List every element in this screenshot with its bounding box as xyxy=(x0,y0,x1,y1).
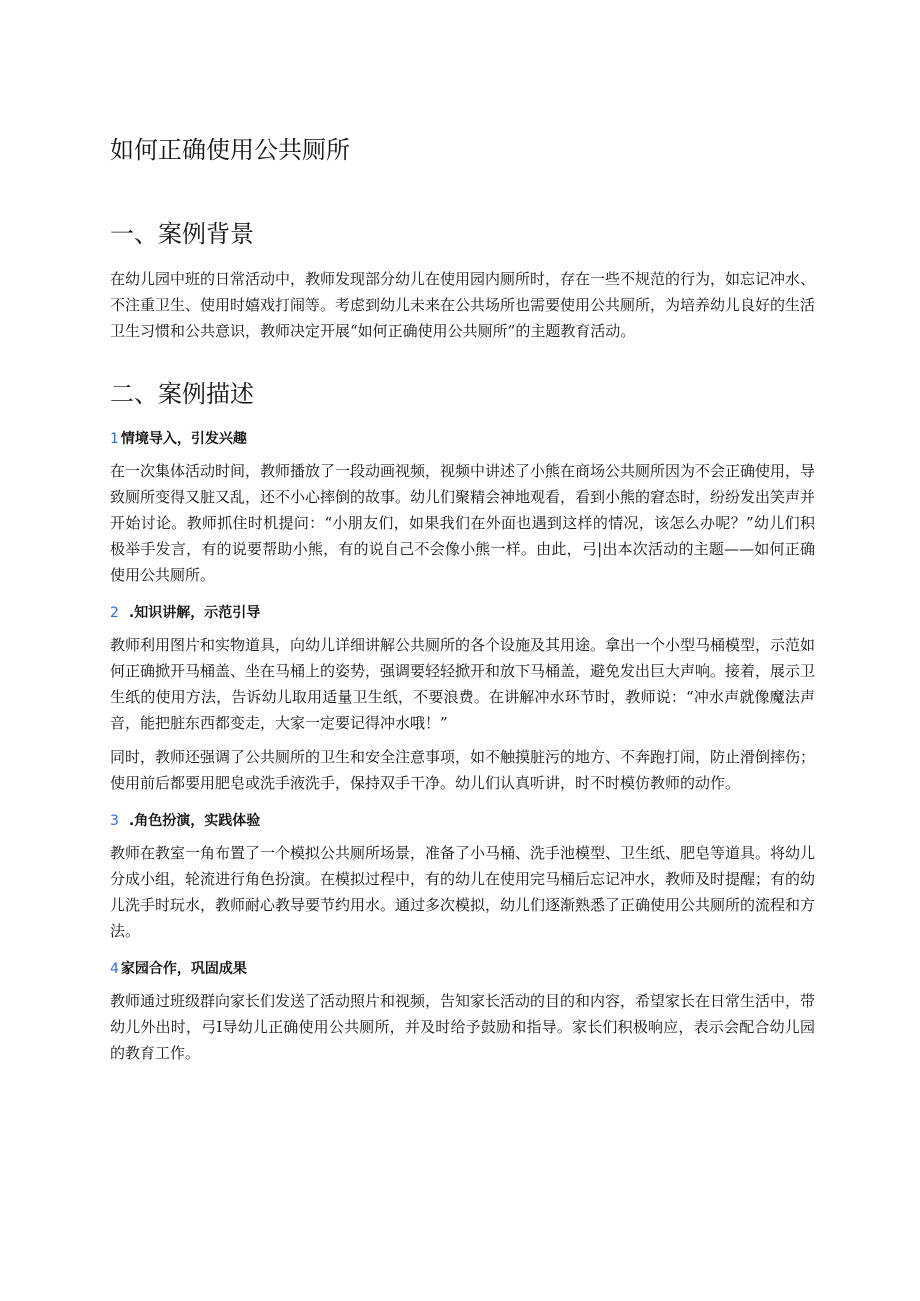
step-paragraph: 教师利用图片和实物道具，向幼儿详细讲解公共厕所的各个设施及其用途。拿出一个小型马桶模型，示范如何正确掀开马桶盖、坐在马桶上的姿势，强调要轻轻掀开和放下马桶盖，避免发出巨大声响。接着，展示卫生纸的使用方法，告诉幼儿取用适量卫生纸，不要浪费。在讲解冲水环节时，教师说：“冲水声就像魔法声音，能把脏东西都变走，大家一定要记得冲水哦！” xyxy=(110,636,816,732)
step-title: .知识讲解，示范引导 xyxy=(128,605,261,621)
step-paragraph: 教师通过班级群向家长们发送了活动照片和视频，告知家长活动的目的和内容，希望家长在日常生活中，带幼儿外出时，弓I导幼儿正确使用公共厕所，并及时给予鼓励和指导。家长们积极响应，表示会配合幼儿园的教育工作。 xyxy=(110,992,816,1062)
step-title: .角色扮演，实践体验 xyxy=(128,813,261,829)
step-heading-3 xyxy=(110,810,815,832)
step-heading-2 xyxy=(110,602,815,624)
step-heading-1 xyxy=(110,428,815,450)
document-title: 如何正确使用公共厕所 xyxy=(110,136,350,164)
background-paragraph: 在幼儿园中班的日常活动中，教师发现部分幼儿在使用园内厕所时，存在一些不规范的行为，如忘记冲水、不注重卫生、使用时嬉戏打闹等。考虑到幼儿未来在公共场所也需要使用公共厕所，为培养幼儿良好的生活卫生习惯和公共意识，教师决定开展“如何正确使用公共厕所”的主题教育活动。 xyxy=(110,270,816,340)
step-title: 家园合作，巩固成果 xyxy=(120,961,247,977)
step-number: 4 xyxy=(110,961,119,977)
step-heading-4 xyxy=(110,958,815,980)
spacer xyxy=(110,344,815,374)
step-number: 2 xyxy=(110,605,119,621)
step-paragraph: 同时，教师还强调了公共厕所的卫生和安全注意事项，如不触摸脏污的地方、不奔跑打闹，防止滑倒摔伤；使用前后都要用肥皂或洗手液洗手，保持双手干净。幼儿们认真听讲，时不时模仿教师的动作。 xyxy=(110,748,816,792)
document-page xyxy=(110,130,815,1066)
step-title: 情境导入，引发兴趣 xyxy=(120,431,247,447)
step-paragraph: 教师在教室一角布置了一个模拟公共厕所场景，准备了小马桶、洗手池模型、卫生纸、肥皂等道具。将幼儿分成小组，轮流进行角色扮演。在模拟过程中，有的幼儿在使用完马桶后忘记冲水，教师及时提醒；有的幼儿洗手时玩水，教师耐心教导要节约用水。通过多次模拟，幼儿们逐渐熟悉了正确使用公共厕所的流程和方法。 xyxy=(110,844,816,940)
step-paragraph: 在一次集体活动时间，教师播放了一段动画视频，视频中讲述了小熊在商场公共厕所因为不会正确使用，导致厕所变得又脏又乱，还不小心摔倒的故事。幼儿们聚精会神地观看，看到小熊的窘态时，纷纷发出笑声并开始讨论。教师抓住时机提问：“小朋友们，如果我们在外面也遇到这样的情况，该怎么办呢？”幼儿们积极举手发言，有的说要帮助小熊，有的说自己不会像小熊一样。由此，弓|出本次活动的主题——如何正确使用公共厕所。 xyxy=(110,462,816,584)
section-heading-background: 一、案例背景 xyxy=(110,220,254,248)
section-heading-description: 二、案例描述 xyxy=(110,380,254,408)
step-number: 3 xyxy=(110,813,119,829)
step-number: 1 xyxy=(110,431,119,447)
